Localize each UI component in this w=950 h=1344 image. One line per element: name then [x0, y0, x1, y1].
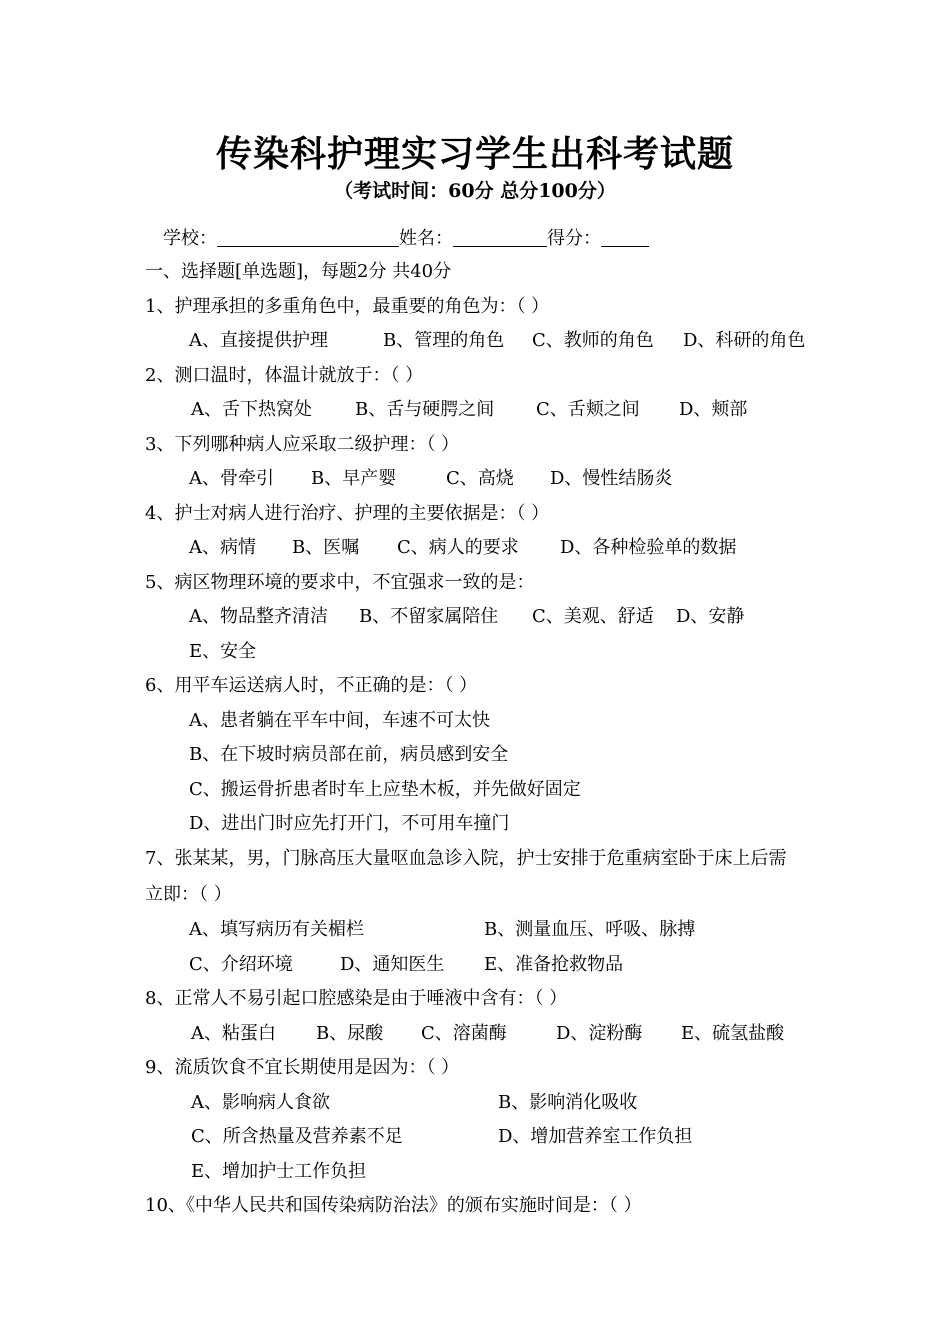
option-b[interactable]: B、尿酸 [316, 1023, 384, 1044]
option-d[interactable]: D、各种检验单的数据 [560, 537, 737, 558]
option-d[interactable]: D、慢性结肠炎 [550, 468, 673, 489]
option-e[interactable]: E、准备抢救物品 [484, 954, 624, 975]
option-a[interactable]: A、舌下热窝处 [191, 399, 312, 420]
question-7: 7、张某某，男，门脉高压大量呕血急诊入院，护士安排于危重病室卧于床上后需 [145, 848, 787, 869]
option-d[interactable]: D、颊部 [679, 399, 748, 420]
option-d[interactable]: D、安静 [676, 606, 745, 627]
school-label: 学校： [163, 228, 217, 249]
option-d[interactable]: D、增加营养室工作负担 [498, 1126, 693, 1147]
section-heading: 一、选择题[单选题]，每题2分 共40分 [145, 261, 452, 282]
option-c[interactable]: C、溶菌酶 [421, 1023, 507, 1044]
score-field[interactable] [601, 228, 649, 247]
option-d[interactable]: D、淀粉酶 [556, 1023, 643, 1044]
option-a[interactable]: A、直接提供护理 [189, 330, 328, 351]
option-c[interactable]: C、搬运骨折患者时车上应垫木板，并先做好固定 [189, 779, 581, 800]
question-9: 9、流质饮食不宜长期使用是因为：（ ） [145, 1057, 460, 1078]
option-c[interactable]: C、病人的要求 [397, 537, 519, 558]
option-a[interactable]: A、物品整齐清洁 [189, 606, 328, 627]
question-6: 6、用平车运送病人时，不正确的是：（ ） [145, 675, 478, 696]
option-a[interactable]: A、病情 [189, 537, 256, 558]
option-a[interactable]: A、填写病历有关楣栏 [189, 919, 364, 940]
option-b[interactable]: B、早产婴 [311, 468, 397, 489]
name-field[interactable] [453, 228, 547, 247]
option-a[interactable]: A、影响病人食欲 [191, 1092, 330, 1113]
option-b[interactable]: B、在下坡时病员部在前，病员感到安全 [189, 744, 509, 765]
option-a[interactable]: A、骨牵引 [189, 468, 274, 489]
option-e[interactable]: E、安全 [189, 641, 257, 662]
option-b[interactable]: B、不留家属陪住 [359, 606, 499, 627]
option-d[interactable]: D、通知医生 [340, 954, 445, 975]
option-e[interactable]: E、增加护士工作负担 [191, 1161, 367, 1182]
option-c[interactable]: C、美观、舒适 [532, 606, 654, 627]
option-b[interactable]: B、测量血压、呼吸、脉搏 [484, 919, 696, 940]
option-e[interactable]: E、硫氢盐酸 [681, 1023, 785, 1044]
option-b[interactable]: B、舌与硬腭之间 [355, 399, 495, 420]
option-a[interactable]: A、粘蛋白 [191, 1023, 276, 1044]
option-d[interactable]: D、科研的角色 [683, 330, 806, 351]
student-info-row [163, 227, 649, 251]
option-c[interactable]: C、舌颊之间 [536, 399, 640, 420]
option-c[interactable]: C、所含热量及营养素不足 [191, 1126, 403, 1147]
question-10: 10、《中华人民共和国传染病防治法》的颁布实施时间是：（ ） [145, 1195, 642, 1216]
option-c[interactable]: C、教师的角色 [532, 330, 654, 351]
option-b[interactable]: B、医嘱 [292, 537, 360, 558]
question-1: 1、护理承担的多重角色中，最重要的角色为：（ ） [145, 296, 550, 317]
question-4: 4、护士对病人进行治疗、护理的主要依据是：（ ） [145, 503, 550, 524]
option-a[interactable]: A、患者躺在平车中间，车速不可太快 [189, 710, 490, 731]
option-c[interactable]: C、介绍环境 [189, 954, 293, 975]
question-5: 5、病区物理环境的要求中，不宜强求一致的是： [145, 572, 535, 593]
question-2: 2、测口温时，体温计就放于：（ ） [145, 365, 424, 386]
option-b[interactable]: B、管理的角色 [383, 330, 505, 351]
page-title: 传染科护理实习学生出科考试题 [215, 133, 734, 175]
question-7-continued: 立即：（ ） [145, 884, 232, 905]
score-label: 得分： [547, 228, 601, 249]
option-b[interactable]: B、影响消化吸收 [498, 1092, 638, 1113]
option-c[interactable]: C、高烧 [446, 468, 514, 489]
name-label: 姓名： [399, 228, 453, 249]
question-3: 3、下列哪种病人应采取二级护理：（ ） [145, 434, 460, 455]
school-field[interactable] [217, 228, 399, 247]
exam-info: （考试时间：60分 总分100分） [334, 180, 616, 202]
question-8: 8、正常人不易引起口腔感染是由于唾液中含有：（ ） [145, 988, 568, 1009]
option-d[interactable]: D、进出门时应先打开门，不可用车撞门 [189, 813, 510, 834]
